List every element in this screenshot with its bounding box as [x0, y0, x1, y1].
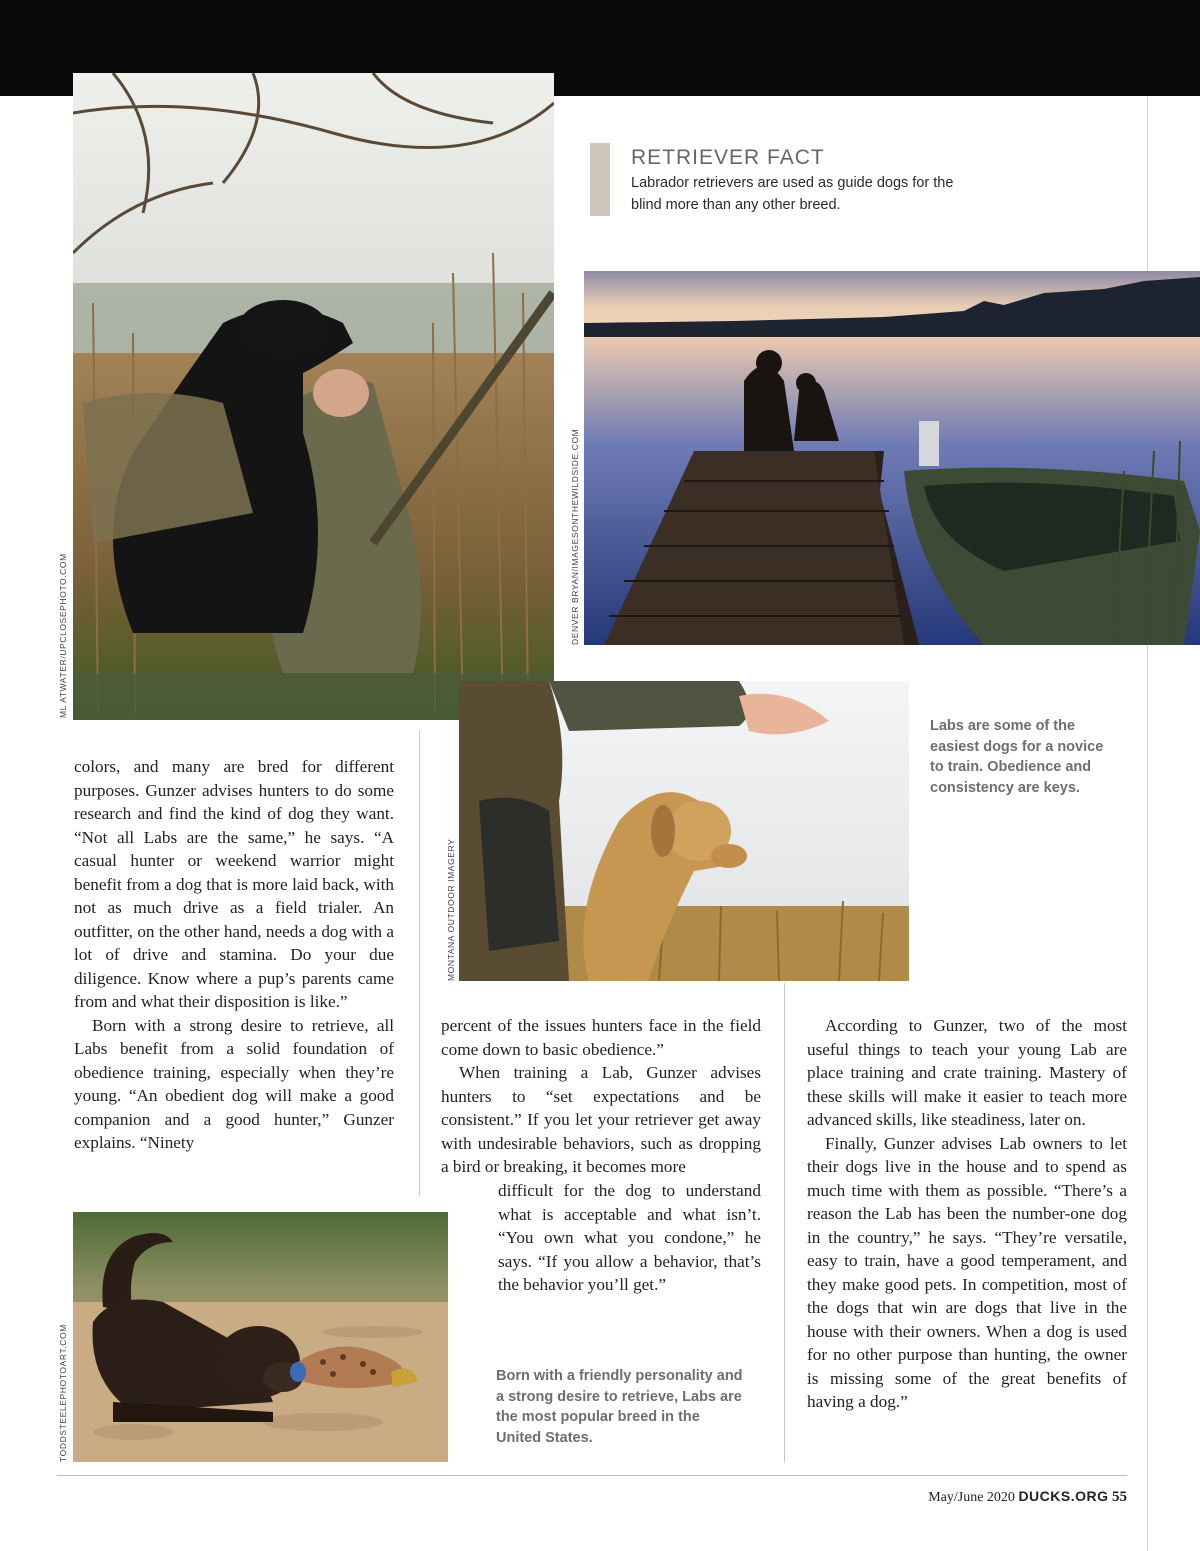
article-column-3: [807, 1014, 1127, 1414]
paragraph: percent of the issues hunters face in the field come down to basic obedience.”: [441, 1016, 761, 1059]
puppy-photo: [73, 1212, 448, 1462]
paragraph: According to Gunzer, two of the most useful things to teach your young Lab are place training and crate training. Mastery of these skills will make it easier to teach more advanced skills, like steadiness, later on.: [807, 1016, 1127, 1129]
yellow-lab-photo: [459, 681, 909, 981]
fact-accent-bar: [590, 143, 610, 216]
photo-credit: MONTANA OUTDOOR IMAGERY: [446, 838, 456, 981]
article-column-2: [441, 1014, 761, 1179]
photo-credit: TODDSTEELEPHOTOART.COM: [58, 1324, 68, 1462]
photo-caption: Born with a friendly personality and a strong desire to retrieve, Labs are the most popular breed in the United States.: [496, 1368, 743, 1446]
page-number: 55: [1112, 1489, 1127, 1505]
footer-rule: [57, 1475, 1127, 1476]
column-rule: [419, 731, 420, 1196]
photo-credit: DENVER BRYAN/IMAGESONTHEWILDSIDE.COM: [570, 428, 580, 645]
site-name: DUCKS.ORG: [1018, 1488, 1109, 1504]
paragraph: difficult for the dog to understand what is acceptable and what isn’t. “You own what you condone,” he says. “If you allow a behavior, that’s the behavior you’ll get.”: [498, 1181, 761, 1294]
column-rule: [784, 983, 785, 1463]
article-column-1: [74, 755, 394, 1155]
paragraph: Finally, Gunzer advises Lab owners to let their dogs live in the house and to spend as much time with them as possible. “There’s a reason the Lab has been the number-one dog in the country,” he says. “They’re versatile, easy to train, have a good temperament, and they make good pets. In competition, most of the dogs that win are dogs that live in the house with their owners. When a dog is used for no other purpose than hunting, the owner is missing some of the great benefits of having a dog.”: [807, 1133, 1127, 1411]
page-footer: [928, 1488, 1127, 1506]
photo-credit: ML ATWATER/UPCLOSEPHOTO.COM: [58, 553, 68, 718]
fact-title: RETRIEVER FACT: [631, 146, 825, 169]
paragraph: When training a Lab, Gunzer advises hunters to “set expectations and be consistent.” If you let your retriever get away with undesirable behaviors, such as dropping a bird or breaking, it becomes more: [441, 1063, 761, 1176]
paragraph: Born with a strong desire to retrieve, all Labs benefit from a solid foundation of obedience training, especially when they’re young. “An obedient dog will make a good companion and a good hunter,” Gunzer explains. “Ninety: [74, 1015, 394, 1152]
photo-caption: Labs are some of the easiest dogs for a novice to train. Obedience and consistency are keys.: [930, 718, 1104, 796]
article-column-2-wrap: [498, 1179, 761, 1297]
dock-dusk-photo: [584, 271, 1200, 645]
hunter-black-lab-photo: [73, 73, 554, 720]
issue-date: May/June 2020: [928, 1490, 1015, 1505]
fact-body: Labrador retrievers are used as guide dogs for the blind more than any other breed.: [631, 175, 954, 213]
paragraph: colors, and many are bred for different purposes. Gunzer advises hunters to do some research and find the kind of dog they want. “Not all Labs are the same,” he says. “A casual hunter or weekend warrior might benefit from a dog that is more laid back, with not as much drive as a field trialer. An outfitter, on the other hand, needs a dog with a lot of drive and stamina. Do your due diligence. Know where a pup’s parents came from and what their disposition is like.”: [74, 757, 394, 1011]
